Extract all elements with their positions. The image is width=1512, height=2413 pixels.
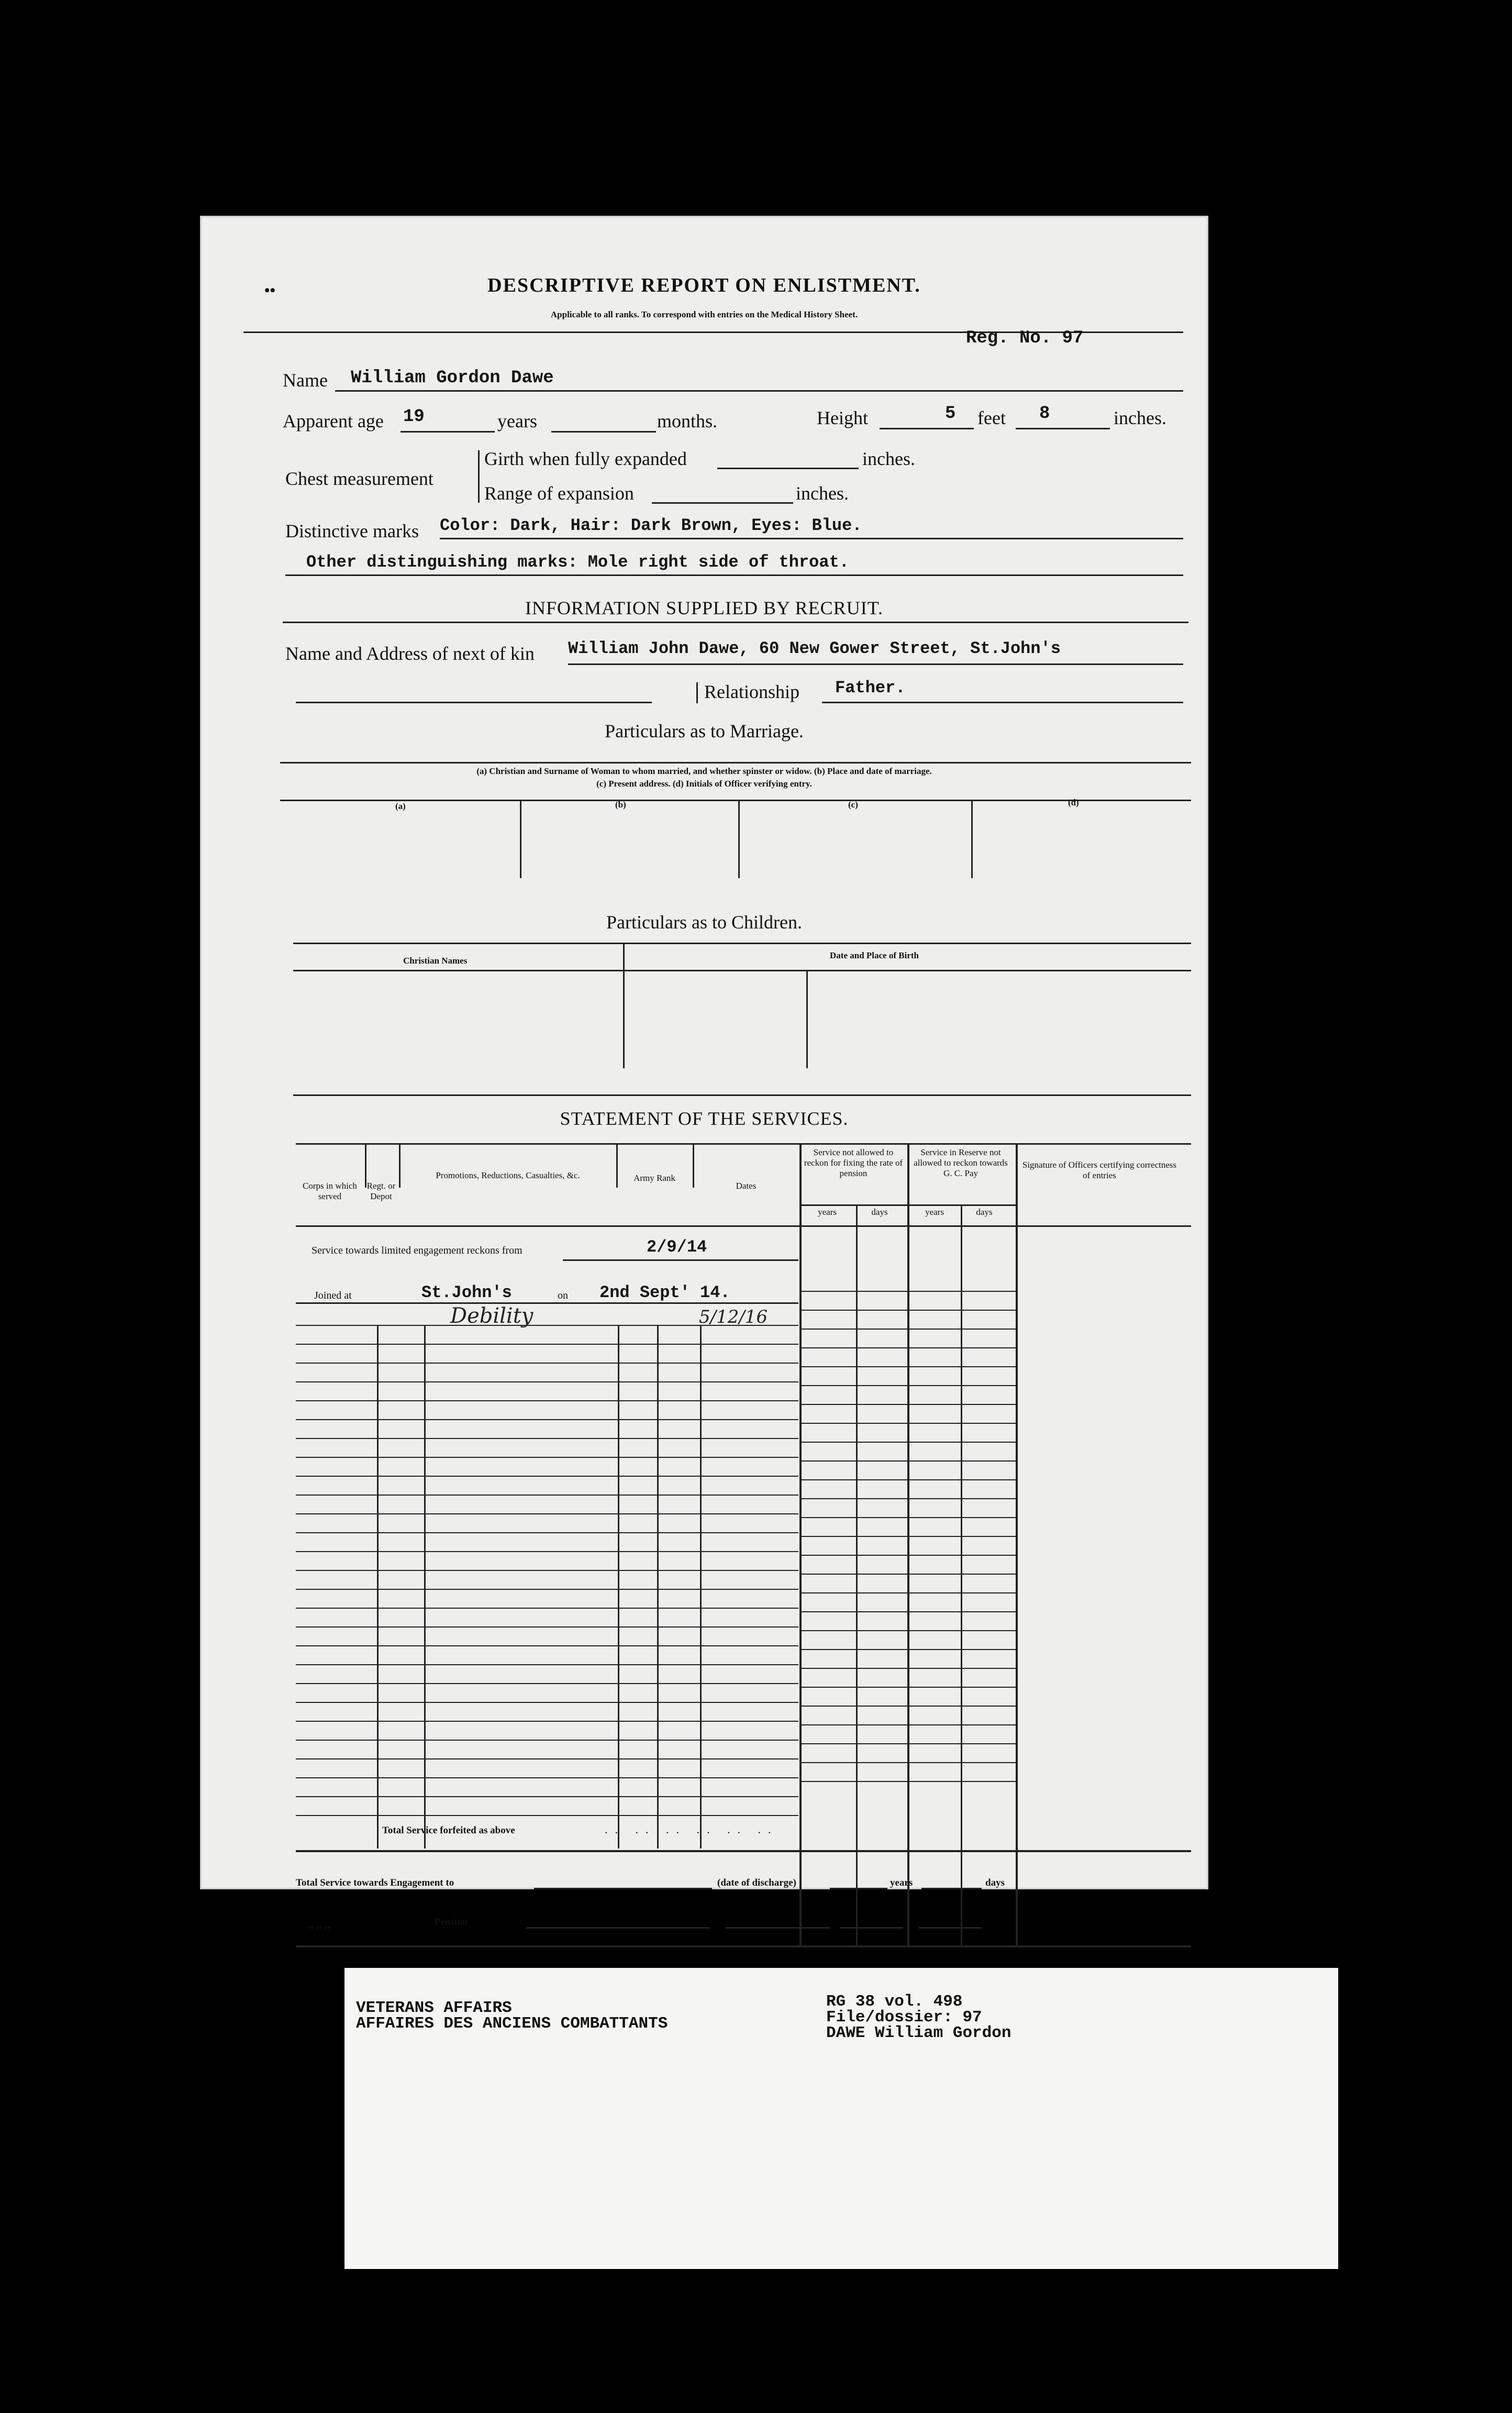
children-divider-2 — [806, 970, 808, 1068]
ledger-row-rule-right — [801, 1555, 1016, 1556]
ledger-row-rule — [296, 1476, 798, 1477]
info-rule — [283, 622, 1188, 623]
ledger-row-rule — [296, 1513, 798, 1514]
height-label: Height — [817, 407, 868, 428]
next-of-kin-line — [568, 663, 1183, 665]
ledger-row-rule — [296, 1608, 798, 1609]
next-of-kin-line-2 — [296, 702, 652, 703]
ledger-row-rule-right — [801, 1423, 1016, 1424]
distinctive-value: Color: Dark, Hair: Dark Brown, Eyes: Blue. — [440, 516, 862, 535]
handwritten-date: 5/12/16 — [699, 1307, 768, 1327]
name-line — [335, 390, 1183, 392]
totals-rule — [296, 1850, 1191, 1852]
other-marks-line — [285, 574, 1183, 576]
age-line — [401, 431, 495, 433]
col-corps: Corps in which served — [303, 1181, 357, 1201]
ledger-row-rule — [296, 1400, 798, 1401]
archive-left-line2: AFFAIRES DES ANCIENS COMBATTANTS — [356, 2014, 668, 2033]
ledger-row-rule — [296, 1495, 798, 1496]
ledger-row-rule — [296, 1589, 798, 1590]
ledger-row-rule — [296, 1532, 798, 1533]
ledger-row-rule-right — [801, 1329, 1016, 1330]
height-inches-line — [1016, 428, 1110, 429]
pension-line — [526, 1927, 709, 1929]
relationship-value: Father. — [835, 678, 906, 698]
svc-divider-dates — [799, 1143, 802, 1947]
col-days-1: days — [871, 1207, 888, 1217]
ledger-divider-b — [424, 1325, 426, 1849]
form-title: DESCRIPTIVE REPORT ON ENLISTMENT. — [487, 274, 921, 296]
ledger-row-rule — [296, 1796, 798, 1797]
services-header-rule — [296, 1225, 1191, 1227]
col-days-2: days — [976, 1207, 993, 1217]
distinctive-line — [440, 538, 1183, 539]
ledger-row-rule — [296, 1457, 798, 1458]
enlistment-form-sheet — [202, 217, 1207, 1931]
ledger-row-rule-right — [801, 1442, 1016, 1443]
archive-right-line2: File/dossier: 97 — [826, 2008, 982, 2027]
ledger-row-rule-right — [801, 1630, 1016, 1631]
girth-unit: inches. — [862, 448, 915, 469]
name-value: William Gordon Dawe — [351, 368, 554, 388]
ledger-row-rule-right — [801, 1517, 1016, 1518]
archive-label-card — [344, 1968, 1338, 2269]
ledger-row-rule — [296, 1815, 798, 1816]
height-feet-line — [880, 428, 974, 429]
col-not-allowed: Service not allowed to reckon for fixing the rate of pension — [804, 1147, 903, 1178]
other-marks-value: Other distinguishing marks: Mole right side of throat. — [306, 552, 849, 572]
col-rank: Army Rank — [633, 1173, 675, 1183]
marriage-table-top — [280, 762, 1191, 763]
ledger-row-rule-right — [801, 1404, 1016, 1405]
ledger-row-rule — [296, 1664, 798, 1665]
range-unit: inches. — [796, 483, 849, 504]
col-dates: Dates — [736, 1181, 757, 1191]
services-table-bottom — [296, 1945, 1191, 1947]
height-feet-value: 5 — [945, 404, 956, 424]
form-subtitle: Applicable to all ranks. To correspond with entries on the Medical History Sheet. — [550, 309, 858, 319]
ledger-row-rule-right — [801, 1291, 1016, 1292]
ditto-marks: ,, ,, ,, — [309, 1919, 330, 1931]
ledger-row-rule-right — [801, 1592, 1016, 1593]
chest-bracket — [478, 450, 480, 503]
marriage-divider-1 — [520, 800, 521, 878]
years-word: years — [890, 1877, 913, 1888]
marriage-col-a: (a) — [395, 801, 406, 811]
marriage-divider-2 — [738, 800, 740, 878]
distinctive-marks-label: Distinctive marks — [285, 521, 419, 541]
services-table-top — [296, 1143, 1191, 1145]
height-inches-value: 8 — [1039, 404, 1050, 424]
ledger-row-rule — [296, 1419, 798, 1420]
total-towards-label: Total Service towards Engagement to — [296, 1877, 454, 1888]
marriage-header-rule — [280, 800, 1191, 801]
ledger-row-rule — [296, 1344, 798, 1345]
col-regt: Regt. or Depot — [366, 1181, 396, 1201]
archive-right-line1: RG 38 vol. 498 — [826, 1993, 963, 2011]
ledger-row-rule-right — [801, 1743, 1016, 1744]
relationship-divider — [696, 682, 698, 703]
relationship-line — [822, 702, 1183, 703]
pension-label: Pension — [435, 1917, 468, 1928]
ledger-row-rule — [296, 1381, 798, 1382]
joined-place: St.John's — [421, 1283, 512, 1302]
on-label: on — [558, 1290, 568, 1301]
ledger-row-rule — [296, 1363, 798, 1364]
col-promotions: Promotions, Reductions, Casualties, &c. — [436, 1170, 580, 1180]
ledger-row-rule — [296, 1702, 798, 1703]
age-years-value: 19 — [403, 407, 425, 427]
total-forfeited-label: Total Service forfeited as above — [382, 1825, 515, 1836]
ledger-row-rule — [296, 1758, 798, 1759]
col-signature: Signature of Officers certifying correctness of entries — [1022, 1160, 1177, 1180]
discharge-years-line — [830, 1888, 887, 1889]
service-reckons-label: Service towards limited engagement reckons from — [312, 1245, 522, 1256]
ledger-row-rule-right — [801, 1687, 1016, 1688]
ledger-row-rule-right — [801, 1498, 1016, 1499]
joined-date: 2nd Sept' 14. — [599, 1283, 730, 1302]
chest-measurement-label: Chest measurement — [285, 468, 433, 489]
archive-left-line1: VETERANS AFFAIRS — [356, 1999, 512, 2017]
girth-label: Girth when fully expanded — [484, 448, 687, 469]
svc-divider-corps — [365, 1143, 366, 1188]
ledger-divider-d — [657, 1325, 659, 1849]
marriage-note-1: (a) Christian and Surname of Woman to whom married, and whether spinster or widow. (b) Place and date of marriage. — [476, 766, 932, 776]
feet-label: feet — [977, 407, 1006, 428]
inches-label: inches. — [1114, 407, 1166, 428]
children-divider-1 — [623, 943, 625, 1068]
months-line — [551, 431, 656, 433]
ledger-row-rule-right — [801, 1536, 1016, 1537]
services-header: STATEMENT OF THE SERVICES. — [560, 1108, 849, 1129]
years-label: years — [497, 411, 537, 431]
ledger-row-rule — [296, 1645, 798, 1646]
months-label: months. — [657, 411, 718, 431]
info-header: INFORMATION SUPPLIED BY RECRUIT. — [525, 597, 884, 618]
girth-line — [717, 468, 859, 469]
total-towards-line — [534, 1888, 712, 1889]
marriage-col-b: (b) — [615, 800, 626, 810]
ledger-divider-a — [377, 1325, 379, 1849]
handwritten-casualty: Debility — [450, 1304, 533, 1328]
svc-divider-days-1 — [856, 1204, 858, 1947]
svc-divider-signature — [1016, 1143, 1018, 1947]
ledger-row-rule-right — [801, 1366, 1016, 1367]
col-reserve: Service in Reserve not allowed to reckon towards G. C. Pay — [914, 1147, 1008, 1178]
pension-line-2 — [725, 1927, 830, 1929]
children-col-names: Christian Names — [403, 956, 468, 966]
relationship-label: Relationship — [704, 681, 799, 702]
ledger-row-rule-right — [801, 1649, 1016, 1650]
joined-at-label: Joined at — [314, 1290, 352, 1301]
ledger-row-rule — [296, 1740, 798, 1741]
marriage-col-c: (c) — [848, 800, 858, 810]
ledger-row-rule — [296, 1683, 798, 1684]
ledger-row-rule-right — [801, 1574, 1016, 1575]
children-col-birth: Date and Place of Birth — [830, 950, 919, 960]
ledger-row-rule — [296, 1551, 798, 1552]
total-forfeited-dots: .. .. .. .. .. .. — [605, 1823, 779, 1836]
svc-divider-regt — [399, 1143, 401, 1188]
discharge-days-line — [921, 1888, 982, 1889]
ledger-row-rule-right — [801, 1460, 1016, 1462]
children-header: Particulars as to Children. — [606, 912, 802, 933]
children-header-rule — [293, 970, 1191, 971]
ledger-row-rule — [296, 1570, 798, 1571]
service-reckons-value: 2/9/14 — [647, 1237, 707, 1257]
ledger-row-rule — [296, 1721, 798, 1722]
range-label: Range of expansion — [484, 483, 634, 504]
ledger-row-rule — [296, 1777, 798, 1778]
ledger-row-rule-right — [801, 1781, 1016, 1782]
ledger-row-rule-right — [801, 1724, 1016, 1725]
ledger-row-rule — [296, 1325, 798, 1326]
ledger-row-rule-right — [801, 1706, 1016, 1707]
range-line — [652, 502, 793, 504]
joined-line — [296, 1302, 798, 1304]
children-table-bottom — [293, 1094, 1191, 1096]
ledger-row-rule-right — [801, 1310, 1016, 1311]
pension-line-4 — [919, 1927, 982, 1929]
ledger-row-rule-right — [801, 1668, 1016, 1669]
svc-divider-promo — [616, 1143, 618, 1188]
children-table-top — [293, 943, 1191, 944]
ledger-row-rule-right — [801, 1611, 1016, 1612]
ledger-row-rule-right — [801, 1385, 1016, 1386]
ledger-row-rule-right — [801, 1479, 1016, 1480]
col-years-2: years — [925, 1207, 944, 1217]
next-of-kin-value: William John Dawe, 60 New Gower Street, St.John's — [568, 639, 1061, 658]
service-reckons-line — [563, 1259, 798, 1261]
pension-line-3 — [840, 1927, 903, 1929]
marriage-col-d: (d) — [1068, 798, 1079, 807]
date-of-discharge: (date of discharge) — [717, 1877, 796, 1888]
ledger-row-rule — [296, 1438, 798, 1439]
svc-divider-days-2 — [961, 1204, 962, 1947]
ledger-row-rule-right — [801, 1762, 1016, 1763]
marriage-divider-3 — [971, 800, 973, 878]
ledger-divider-c — [618, 1325, 619, 1849]
marriage-note-2: (c) Present address. (d) Initials of Officer verifying entry. — [596, 779, 812, 789]
ledger-row-rule — [296, 1626, 798, 1628]
ledger-divider-e — [700, 1325, 702, 1849]
col-years-1: years — [818, 1207, 837, 1217]
name-label: Name — [283, 370, 328, 391]
corner-mark: •• — [264, 282, 276, 299]
svc-divider-rank — [693, 1143, 694, 1188]
marriage-header: Particulars as to Marriage. — [605, 721, 804, 741]
days-word: days — [985, 1877, 1005, 1888]
ledger-row-rule-right — [801, 1347, 1016, 1348]
svc-divider-reserve — [907, 1143, 909, 1947]
archive-right-line3: DAWE William Gordon — [826, 2024, 1011, 2042]
reg-number: Reg. No. 97 — [966, 328, 1084, 348]
apparent-age-label: Apparent age — [283, 411, 384, 431]
next-of-kin-label: Name and Address of next of kin — [285, 643, 535, 664]
